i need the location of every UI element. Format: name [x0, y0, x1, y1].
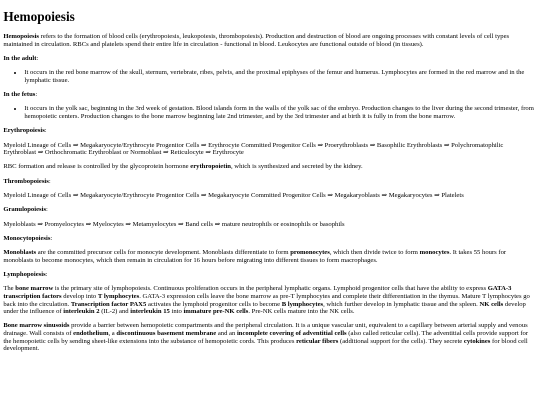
fetus-heading-suffix: :	[35, 91, 38, 99]
sinusoids-text: (additional support for the cells). They secrete	[338, 337, 464, 345]
fetus-list-item: • It occurs in the yolk sac, beginning in the 3rd week of gestation. Blood islands form in the walls of the yolk sac of the embryo. Production changes to the liver during the second trimester, from hemopoietic centers. Production changes to the bone marrow beginning late 2nd trimester, and by the 3rd trimester and at birth it is fully in from the bone marrow.	[24, 105, 536, 120]
intro-text: refers to the formation of blood cells (erythropoiesis, leukopoiesis, thrombopoiesis). Production and destruction of blood are ongoing processes with constant levels of cell types maintained in circulation. RBCs and platelets spend their entire life in circulation - functional in blood. Leukocytes are functional outside of blood (in tissues).	[3, 33, 510, 48]
thrombopoiesis-heading	[3, 178, 536, 186]
monocytopoiesis-text: are the committed precursor cells for monocyte development. Monoblasts differentiate to form	[36, 249, 291, 257]
granulopoiesis-heading-label: Granulopoiesis	[3, 206, 47, 214]
term-discontinuous-basement-membrane: discontinuous basement membrane	[116, 330, 217, 338]
erythropoiesis-note-text: RBC formation and release is controlled by the glycoprotein hormone	[3, 163, 191, 171]
term-bone-marrow-sinusoids: Bone marrow sinusoids	[3, 322, 70, 330]
sinusoids-paragraph	[3, 322, 536, 353]
fetus-heading	[3, 91, 536, 99]
sinusoids-text: and an	[216, 330, 237, 338]
term-interleukin-2: interleukin 2	[63, 308, 100, 316]
granulopoiesis-heading-suffix: :	[46, 206, 48, 214]
lymphopoiesis-text: activates the lymphoid progenitor cells to become	[146, 300, 282, 308]
sinusoids-text: provide a barrier between hemopoietic compartments and the peripheral circulation. It is a unique vascular unit, equivalent to a capillary between arterial supply and venous drainage. Wall consists of	[3, 322, 528, 338]
monocytopoiesis-heading-suffix: :	[50, 234, 53, 242]
sinusoids-text: , a	[108, 330, 117, 338]
adult-list-item: • It occurs in the red bone marrow of the skull, sternum, vertebrate, ribes, pelvis, and the proximal epiphyses of the femur and humerus. Lymphocytes are formed in the red marrow and in the lymphatic tissue.	[24, 69, 536, 84]
lymphopoiesis-heading	[3, 271, 536, 279]
term-promonocytes: promonocytes	[290, 249, 330, 257]
monocytopoiesis-heading	[3, 235, 536, 243]
erythropoiesis-lineage: Myeloid Lineage of Cells ⇒ Megakaryocyte/Erythrocyte Progenitor Cells ⇒ Erythrocyte Committed Progenitor Cells ⇒ Proerythroblasts ⇒ Basophilic Erythroblasts ⇒ Polychromatophilic Erythroblast ⇒ Orthochromatic Erythroblast or Normoblast ⇒ Reticulocyte ⇒ Erythrocyte	[3, 141, 504, 157]
sinusoids-text: for blood cell development.	[3, 337, 528, 353]
term-monocytes: monocytes	[419, 249, 450, 257]
granulopoiesis-heading	[3, 206, 536, 214]
fetus-list	[3, 105, 536, 120]
erythropoiesis-heading-label: Erythropoiesis	[3, 127, 45, 135]
lymphopoiesis-text: . GATA-3 expression cells leave the bone marrow as pre-T lymphocytes and complete their differentiation in the thymus. Mature T lymphocytes go back into the circulation.	[3, 292, 530, 308]
intro-term: Hemopoiesis	[3, 33, 40, 41]
term-t-lymphocytes: T lymphocytes	[97, 292, 140, 300]
term-transcription-factor-pax5: Transcription factor PAX5	[70, 300, 147, 308]
lymphopoiesis-heading-suffix: :	[45, 270, 48, 278]
erythropoiesis-heading	[3, 127, 536, 135]
erythropoiesis-note-text: , which is synthesized and secreted by the kidney.	[230, 163, 363, 171]
term-immature-pre-nk-cells: immature pre-NK cells	[183, 308, 249, 316]
term-cytokines: cytokines	[463, 337, 491, 345]
term-interleukin-15: interleukin 15	[130, 308, 170, 316]
lymphopoiesis-text: . Pre-NK cells mature into the NK cells.	[248, 308, 355, 316]
term-b-lymphocytes: B lymphocytes	[281, 300, 324, 308]
monocytopoiesis-heading-label: Monocytopoiesis	[3, 234, 51, 242]
lymphopoiesis-text: The	[3, 285, 16, 293]
term-bone-marrow: bone marrow	[15, 285, 54, 293]
page-title: Hemopoiesis	[3, 8, 75, 24]
intro-paragraph	[3, 33, 536, 48]
monocytopoiesis-text: , which then divide twice to form	[329, 249, 420, 257]
thrombopoiesis-heading-suffix: :	[48, 177, 51, 185]
term-endothelium: endothelium	[73, 330, 109, 338]
erythropoiesis-heading-suffix: :	[44, 127, 47, 135]
lymphopoiesis-text: (IL-2) and	[99, 308, 131, 316]
term-nk-cells: NK cells	[479, 300, 504, 308]
lymphopoiesis-text: develop under the influence of	[3, 300, 526, 316]
adult-list	[3, 69, 536, 84]
term-incomplete-covering-of-adventitial-cells: incomplete covering of adventitial cells	[236, 330, 347, 338]
sinusoids-text: (also called reticular cells). The adventitial cells provide support for the hemopoietic cells by sending sheet-like extensions into the substance of hemopoietic cords. This produces	[3, 330, 529, 345]
fetus-heading-label: In the fetus	[3, 91, 36, 99]
granulopoiesis-lineage: Myeloblasts ⇒ Promyelocytes ⇒ Myelocytes ⇒ Metamyelocytes ⇒ Band cells ⇒ mature neutrophils or eosinophils or basophils	[3, 220, 345, 228]
lymphopoiesis-heading-label: Lymphopoiesis	[3, 270, 46, 278]
thrombopoiesis-heading-label: Thrombopoiesis	[3, 177, 49, 185]
adult-heading-suffix: :	[36, 54, 39, 62]
term-monoblasts: Monoblasts	[3, 249, 37, 257]
erythropoiesis-note	[3, 163, 536, 171]
term-reticular-fibers: reticular fibers	[296, 337, 339, 345]
lymphopoiesis-paragraph	[3, 285, 536, 316]
lymphopoiesis-text: into	[169, 308, 184, 316]
lymphopoiesis-text: , which further develop in lymphatic tissue and the spleen.	[323, 300, 480, 308]
thrombopoiesis-lineage: Myeloid Lineage of Cells ⇒ Megakaryocyte/Erythrocyte Progenitor Cells ⇒ Megakaryocyte Committed Progenitor Cells ⇒ Megakaryoblasts ⇒ Megakaryocytes ⇒ Platelets	[3, 192, 464, 199]
monocytopoiesis-paragraph	[3, 249, 536, 264]
adult-heading-label: In the adult	[3, 54, 37, 62]
term-erythropoietin: erythropoietin	[190, 163, 231, 171]
monocytopoiesis-text: . It takes 55 hours for monoblasts to become monocytes, which then remain in circulation for 16 hours before migrating into different tissues to form macrophages.	[3, 249, 507, 264]
adult-heading	[3, 55, 536, 63]
lymphopoiesis-text: is the primary site of lymphopoiesis. Continuous proliferation occurs in the peripheral lymphatic organs. Lymphoid progenitor cells that have the ability to express	[53, 285, 488, 293]
lymphopoiesis-text: develop into	[61, 292, 98, 300]
term-gata3-transcription-factors: GATA-3 transcription factors	[3, 285, 512, 300]
